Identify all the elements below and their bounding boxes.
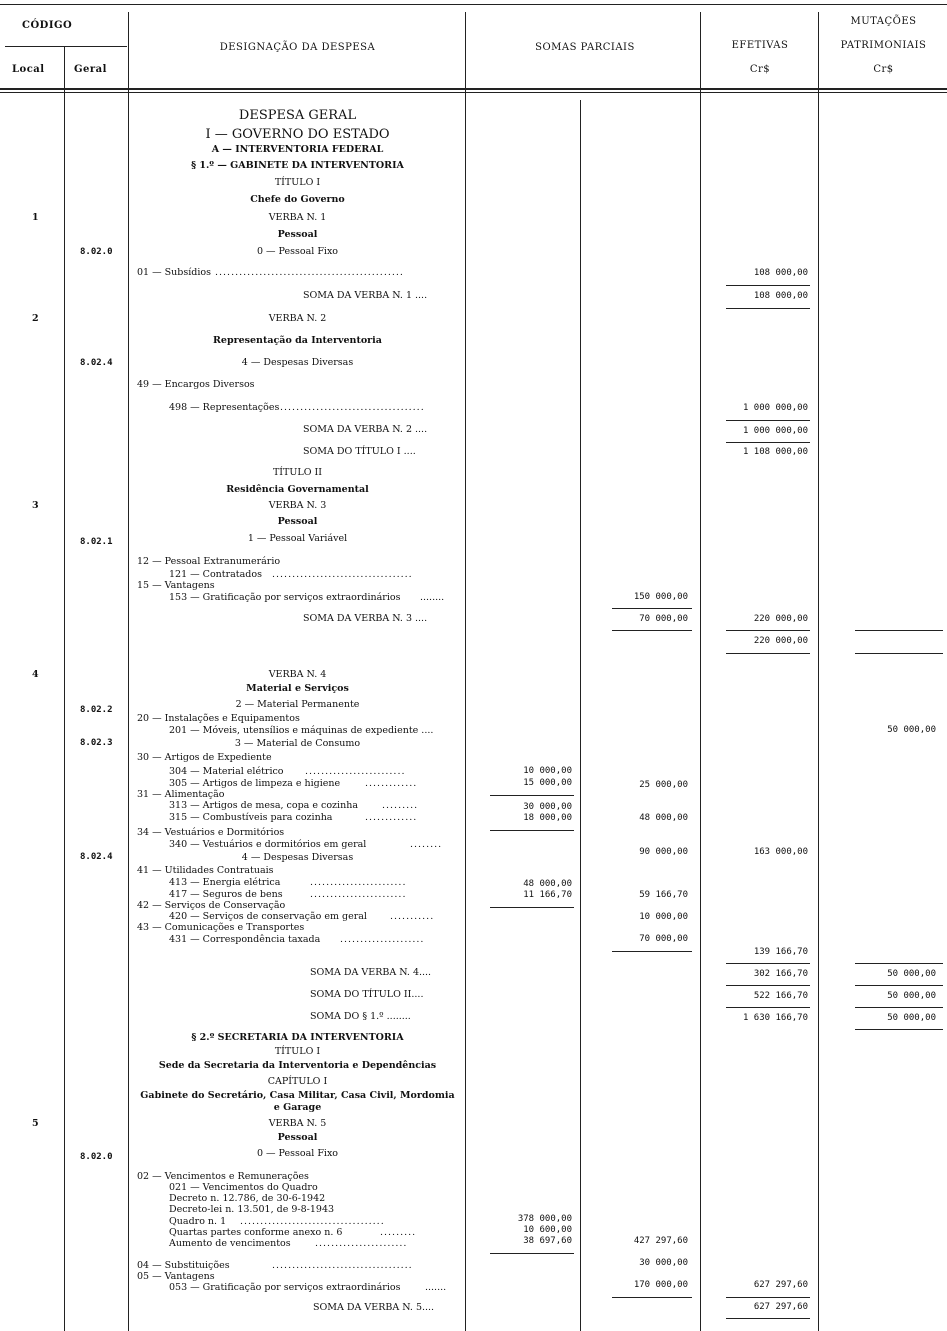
soma-line: SOMA DO TÍTULO II....	[310, 989, 424, 1000]
heading: A — INTERVENTORIA FEDERAL	[211, 144, 384, 155]
heading: 4 — Despesas Diversas	[241, 357, 354, 368]
line-item: 15 — Vantagens	[137, 580, 215, 591]
line-item: 121 — Contratados	[169, 569, 262, 580]
code-geral: 8.02.4	[80, 852, 113, 862]
line-item: 42 — Serviços de Conservação	[137, 900, 286, 911]
sum-rule	[612, 608, 692, 609]
header-efetivas-unit: Cr$	[749, 64, 771, 75]
heading: 4 — Despesas Diversas	[241, 852, 354, 863]
line-item: 413 — Energia elétrica	[169, 877, 281, 888]
line-item: 49 — Encargos Diversos	[137, 379, 255, 390]
code-geral: 8.02.3	[80, 738, 113, 748]
heading: VERBA N. 1	[268, 212, 327, 223]
heading: 3 — Material de Consumo	[234, 738, 361, 749]
leader-dots: .........	[380, 1227, 417, 1238]
parcial-value: 90 000,00	[639, 847, 688, 857]
line-item: 41 — Utilidades Contratuais	[137, 865, 274, 876]
heading: 2 — Material Permanente	[235, 699, 360, 710]
top-rule	[0, 4, 947, 5]
efetivas-value: 627 297,60	[753, 1280, 808, 1290]
leader-dots: .........	[382, 800, 419, 811]
soma-line: SOMA DA VERBA N. 5....	[313, 1302, 435, 1313]
sum-rule	[855, 963, 943, 964]
header-efetivas: EFETIVAS	[731, 40, 789, 51]
heading: VERBA N. 5	[268, 1118, 327, 1129]
code-local: 3	[32, 500, 39, 511]
line-item: 053 — Gratificação por serviços extraordinários	[169, 1282, 401, 1293]
efetivas-value: 108 000,00	[753, 268, 808, 278]
line-item: Quartas partes conforme anexo n. 6	[169, 1227, 343, 1238]
sum-rule	[726, 420, 810, 421]
line-item: 305 — Artigos de limpeza e higiene	[169, 778, 341, 789]
line-item: 021 — Vencimentos do Quadro	[169, 1182, 318, 1193]
line-item: 153 — Gratificação por serviços extraordinários	[169, 592, 401, 603]
efetivas-value: 1 000 000,00	[742, 426, 808, 436]
line-item: 05 — Vantagens	[137, 1271, 215, 1282]
leader-dots: ....................................	[240, 1216, 385, 1227]
line-item: 02 — Vencimentos e Remunerações	[137, 1171, 309, 1182]
sum-rule	[855, 653, 943, 654]
heading: Material e Serviços	[246, 683, 349, 694]
parcial-value: 18 000,00	[523, 813, 572, 823]
section-title: DESPESA GERAL	[238, 108, 357, 123]
heading: Sede da Secretaria da Interventoria e Dependências	[158, 1060, 437, 1071]
sum-rule	[490, 830, 574, 831]
heading: 1 — Pessoal Variável	[247, 533, 348, 544]
sum-rule	[612, 630, 692, 631]
code-local: 2	[32, 313, 39, 324]
leader-dots: ........	[410, 839, 443, 850]
heading: Pessoal	[277, 516, 318, 527]
sum-rule	[726, 1297, 810, 1298]
parcial-value: 30 000,00	[639, 1258, 688, 1268]
parcial-value: 378 000,00	[517, 1214, 572, 1224]
sum-rule	[726, 963, 810, 964]
sum-rule	[612, 951, 692, 952]
leader-dots: ...........	[390, 911, 435, 922]
sum-rule	[726, 442, 810, 443]
leader-dots: ...............................................	[215, 267, 404, 278]
line-item: 304 — Material elétrico	[169, 766, 284, 777]
heading: Pessoal	[277, 229, 318, 240]
soma-line: SOMA DA VERBA N. 4....	[310, 967, 432, 978]
line-item: 340 — Vestuários e dormitórios em geral	[169, 839, 367, 850]
heading: Representação da Interventoria	[213, 335, 382, 346]
code-geral: 8.02.2	[80, 705, 113, 715]
sum-rule	[726, 1007, 810, 1008]
sum-rule	[612, 1297, 692, 1298]
sum-rule	[855, 985, 943, 986]
line-item: 313 — Artigos de mesa, copa e cozinha	[169, 800, 358, 811]
leader-dots: .........................	[305, 766, 406, 777]
code-geral: 8.02.1	[80, 537, 113, 547]
heading: § 2.º SECRETARIA DA INTERVENTORIA	[191, 1032, 404, 1043]
parcial-value: 11 166,70	[523, 890, 572, 900]
sum-rule	[490, 907, 574, 908]
parcial-value: 38 697,60	[523, 1236, 572, 1246]
line-item: 417 — Seguros de bens	[169, 889, 283, 900]
efetivas-value: 220 000,00	[753, 614, 808, 624]
leader-dots: ...................................	[272, 1260, 413, 1271]
soma-line: SOMA DA VERBA N. 2 ....	[303, 424, 428, 435]
line-item: 498 — Representações	[169, 402, 280, 413]
code-geral: 8.02.4	[80, 358, 113, 368]
heading: Chefe do Governo	[250, 194, 345, 205]
header-geral: Geral	[74, 64, 107, 75]
heading: TÍTULO II	[272, 467, 323, 478]
line-item: 315 — Combustíveis para cozinha	[169, 812, 333, 823]
efetivas-value: 163 000,00	[753, 847, 808, 857]
line-item: 420 — Serviços de conservação em geral	[169, 911, 367, 922]
line-item: Decreto n. 12.786, de 30-6-1942	[169, 1193, 326, 1204]
sum-rule	[855, 1007, 943, 1008]
heading: e Garage	[273, 1102, 322, 1113]
line-item: 20 — Instalações e Equipamentos	[137, 713, 300, 724]
sum-rule	[855, 1029, 943, 1030]
parcial-value: 15 000,00	[523, 778, 572, 788]
efetivas-value: 108 000,00	[753, 291, 808, 301]
leader-dots: .......................	[315, 1238, 408, 1249]
parcial-value: 70 000,00	[639, 934, 688, 944]
heading: VERBA N. 3	[268, 500, 327, 511]
col-rule-somas	[700, 12, 701, 1331]
parcial-value: 170 000,00	[633, 1280, 688, 1290]
efetivas-value: 1 630 166,70	[742, 1013, 808, 1023]
sum-rule	[726, 285, 810, 286]
col-rule-efetivas	[818, 12, 819, 1331]
leader-dots: ...................................	[272, 569, 413, 580]
section-subtitle: I — GOVERNO DO ESTADO	[205, 127, 390, 142]
efetivas-value: 1 000 000,00	[742, 403, 808, 413]
sum-rule	[726, 653, 810, 654]
header-designacao: DESIGNAÇÃO DA DESPESA	[219, 42, 376, 53]
sum-rule	[726, 985, 810, 986]
efetivas-value: 220 000,00	[753, 636, 808, 646]
header-somas-parciais: SOMAS PARCIAIS	[535, 42, 635, 53]
parcial-value: 59 166,70	[639, 890, 688, 900]
line-item: 01 — Subsídios	[137, 267, 211, 278]
parcial-value: 48 000,00	[523, 879, 572, 889]
parcial-value: 427 297,60	[633, 1236, 688, 1246]
parcial-value: 30 000,00	[523, 802, 572, 812]
sum-rule	[726, 308, 810, 309]
line-item: 30 — Artigos de Expediente	[137, 752, 272, 763]
parcial-value: 10 600,00	[523, 1225, 572, 1235]
parcial-value: 10 000,00	[523, 766, 572, 776]
sum-rule	[490, 795, 574, 796]
col-rule-parcial	[580, 100, 581, 1331]
sum-rule	[726, 630, 810, 631]
header-bottom-rule-2	[0, 92, 947, 93]
soma-line: SOMA DA VERBA N. 3 ....	[303, 613, 428, 624]
soma-line: SOMA DA VERBA N. 1 ....	[303, 290, 428, 301]
header-bottom-rule	[0, 88, 947, 90]
code-geral: 8.02.0	[80, 1152, 113, 1162]
code-local: 4	[32, 669, 39, 680]
line-item: Quadro n. 1	[169, 1216, 227, 1227]
leader-dots: .............	[365, 812, 418, 823]
leader-dots: .............	[365, 778, 418, 789]
mutacoes-value: 50 000,00	[887, 991, 936, 1001]
parcial-value: 70 000,00	[639, 614, 688, 624]
leader-dots: ........................	[310, 889, 407, 900]
efetivas-value: 302 166,70	[753, 969, 808, 979]
parcial-value: 150 000,00	[633, 592, 688, 602]
col-rule-local	[64, 46, 65, 1331]
sum-rule	[490, 1253, 574, 1254]
efetivas-value: 139 166,70	[753, 947, 808, 957]
leader-dots: ........................	[310, 877, 407, 888]
mutacoes-value: 50 000,00	[887, 725, 936, 735]
leader-dots: ........	[420, 592, 445, 603]
header-local: Local	[12, 64, 45, 75]
efetivas-value: 627 297,60	[753, 1302, 808, 1312]
heading: Gabinete do Secretário, Casa Militar, Casa Civil, Mordomia	[140, 1090, 455, 1101]
header-mutacoes-unit: Cr$	[873, 64, 894, 75]
heading: Residência Governamental	[226, 484, 369, 495]
leader-dots: .......	[425, 1282, 447, 1293]
codigo-rule	[5, 46, 127, 47]
header-codigo: CÓDIGO	[22, 20, 73, 31]
line-item: Aumento de vencimentos	[169, 1238, 291, 1249]
parcial-value: 48 000,00	[639, 813, 688, 823]
code-local: 1	[32, 212, 39, 223]
line-item: 04 — Substituições	[137, 1260, 230, 1271]
line-item: 43 — Comunicações e Transportes	[137, 922, 305, 933]
mutacoes-value: 50 000,00	[887, 969, 936, 979]
efetivas-value: 1 108 000,00	[742, 447, 808, 457]
parcial-value: 25 000,00	[639, 780, 688, 790]
line-item: 431 — Correspondência taxada	[169, 934, 321, 945]
line-item: 34 — Vestuários e Dormitórios	[137, 827, 285, 838]
mutacoes-value: 50 000,00	[887, 1013, 936, 1023]
header-mutacoes: MUTAÇÕES	[850, 16, 917, 27]
leader-dots: ....................................	[280, 402, 425, 413]
col-rule-geral	[128, 12, 129, 1331]
heading: VERBA N. 2	[268, 313, 327, 324]
sum-rule	[726, 1318, 810, 1319]
heading: § 1.º — GABINETE DA INTERVENTORIA	[191, 160, 404, 171]
code-geral: 8.02.0	[80, 247, 113, 257]
heading: 0 — Pessoal Fixo	[256, 246, 339, 257]
line-item: 12 — Pessoal Extranumerário	[137, 556, 281, 567]
leader-dots: .....................	[340, 934, 425, 945]
heading: CAPÍTULO I	[267, 1076, 328, 1087]
heading: Pessoal	[277, 1132, 318, 1143]
line-item: Decreto-lei n. 13.501, de 9-8-1943	[169, 1204, 335, 1215]
soma-line: SOMA DO TÍTULO I ....	[303, 446, 416, 457]
soma-line: SOMA DO § 1.º ........	[310, 1011, 411, 1022]
line-item: 201 — Móveis, utensílios e máquinas de expediente ....	[169, 725, 434, 736]
sum-rule	[855, 630, 943, 631]
heading: TÍTULO I	[274, 177, 321, 188]
efetivas-value: 522 166,70	[753, 991, 808, 1001]
header-patrimoniais: PATRIMONIAIS	[840, 40, 927, 51]
line-item: 31 — Alimentação	[137, 789, 225, 800]
code-local: 5	[32, 1118, 39, 1129]
heading: TÍTULO I	[274, 1046, 321, 1057]
heading: 0 — Pessoal Fixo	[256, 1148, 339, 1159]
heading: VERBA N. 4	[268, 669, 327, 680]
col-rule-designacao	[465, 12, 466, 1331]
parcial-value: 10 000,00	[639, 912, 688, 922]
